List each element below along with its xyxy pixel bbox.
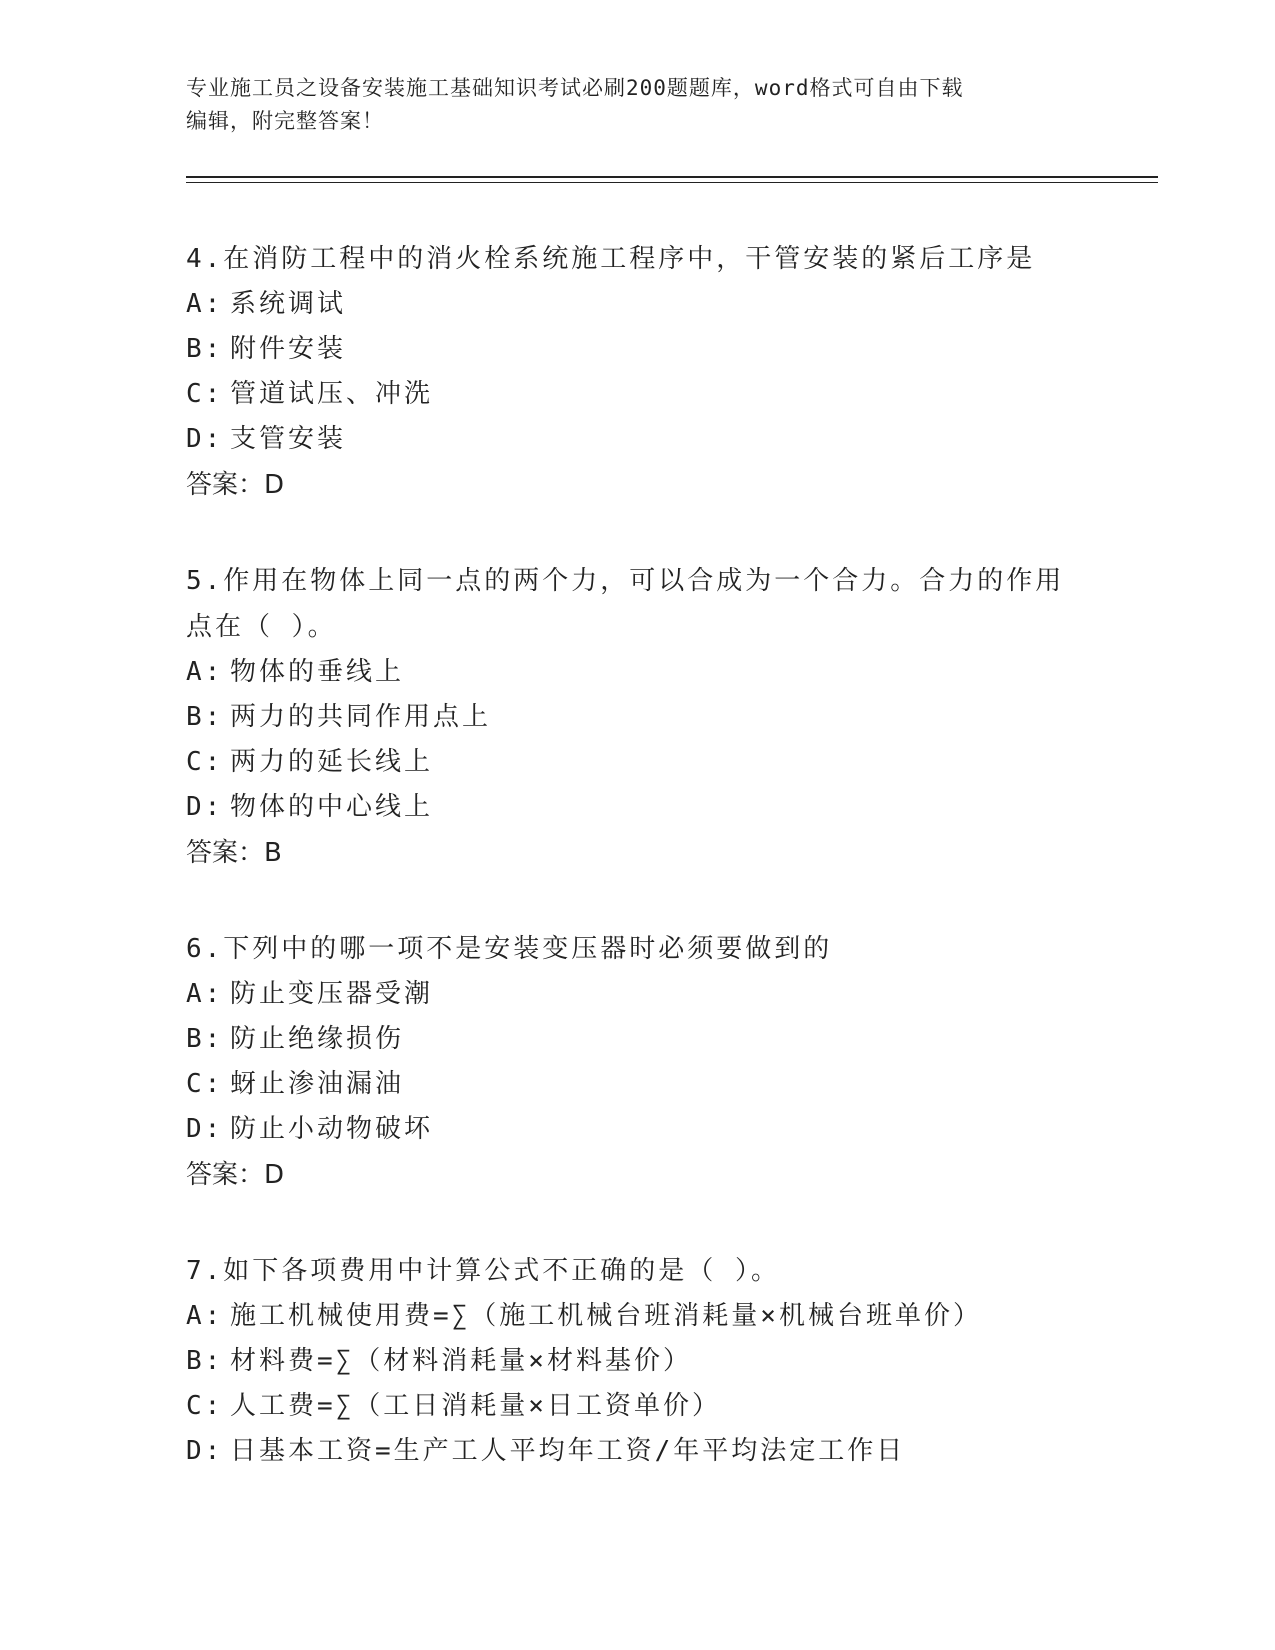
question-text: 5.作用在物体上同一点的两个力，可以合成为一个合力。合力的作用点在（ ）。 — [186, 566, 1065, 642]
question-4 — [186, 236, 1066, 508]
answer-line: 答案：B — [186, 838, 282, 868]
option-text: 防止变压器受潮 — [230, 979, 434, 1009]
option-key: B: — [186, 1024, 224, 1054]
header-divider-thick — [186, 176, 1158, 178]
question-text: 6.下列中的哪一项不是安装变压器时必须要做到的 — [186, 934, 833, 964]
option-text: 系统调试 — [230, 289, 347, 319]
option-text: 材料费=∑（材料消耗量×材料基价） — [230, 1346, 692, 1376]
option-text: 防止小动物破坏 — [230, 1114, 434, 1144]
option-b — [186, 327, 1066, 372]
option-text: 施工机械使用费=∑（施工机械台班消耗量×机械台班单价） — [230, 1301, 982, 1331]
document-header — [186, 72, 1066, 138]
option-key: C: — [186, 747, 224, 777]
option-key: B: — [186, 334, 224, 364]
answer-line: 答案：D — [186, 1160, 285, 1190]
header-divider-thin — [186, 182, 1158, 183]
header-line-1: 专业施工员之设备安装施工基础知识考试必刷200题题库，word格式可自由下载 — [186, 76, 964, 100]
option-key: A: — [186, 289, 224, 319]
option-key: A: — [186, 1301, 224, 1331]
header-line-2: 编辑，附完整答案！ — [186, 109, 384, 133]
option-key: D: — [186, 792, 224, 822]
option-c — [186, 372, 1066, 417]
option-d — [186, 1429, 1066, 1474]
option-text: 两力的延长线上 — [230, 747, 434, 777]
option-text: 防止绝缘损伤 — [230, 1024, 405, 1054]
option-d — [186, 785, 1066, 830]
option-a — [186, 972, 1066, 1017]
option-b — [186, 1017, 1066, 1062]
option-b — [186, 1339, 1066, 1384]
option-text: 附件安装 — [230, 334, 347, 364]
option-text: 蚜止渗油漏油 — [230, 1069, 405, 1099]
option-key: D: — [186, 424, 224, 454]
option-c — [186, 1384, 1066, 1429]
option-key: D: — [186, 1114, 224, 1144]
option-text: 物体的中心线上 — [230, 792, 434, 822]
option-text: 物体的垂线上 — [230, 657, 405, 687]
option-text: 日基本工资=生产工人平均年工资/年平均法定工作日 — [230, 1436, 906, 1466]
question-7 — [186, 1248, 1066, 1474]
option-key: B: — [186, 702, 224, 732]
option-c — [186, 740, 1066, 785]
option-text: 人工费=∑（工日消耗量×日工资单价） — [230, 1391, 721, 1421]
question-text: 7.如下各项费用中计算公式不正确的是（ ）。 — [186, 1256, 780, 1286]
option-key: C: — [186, 379, 224, 409]
option-key: C: — [186, 1391, 224, 1421]
option-key: A: — [186, 657, 224, 687]
option-b — [186, 695, 1066, 740]
option-a — [186, 282, 1066, 327]
option-a — [186, 650, 1066, 695]
option-a — [186, 1294, 1066, 1339]
option-text: 两力的共同作用点上 — [230, 702, 492, 732]
option-text: 管道试压、冲洗 — [230, 379, 434, 409]
question-6 — [186, 926, 1066, 1198]
option-key: C: — [186, 1069, 224, 1099]
question-5 — [186, 558, 1066, 876]
option-c — [186, 1062, 1066, 1107]
option-text: 支管安装 — [230, 424, 347, 454]
answer-line: 答案：D — [186, 470, 285, 500]
option-d — [186, 1107, 1066, 1152]
question-list — [186, 236, 1066, 1524]
option-key: D: — [186, 1436, 224, 1466]
option-key: B: — [186, 1346, 224, 1376]
question-text: 4.在消防工程中的消火栓系统施工程序中，干管安装的紧后工序是 — [186, 244, 1036, 274]
option-d — [186, 417, 1066, 462]
option-key: A: — [186, 979, 224, 1009]
